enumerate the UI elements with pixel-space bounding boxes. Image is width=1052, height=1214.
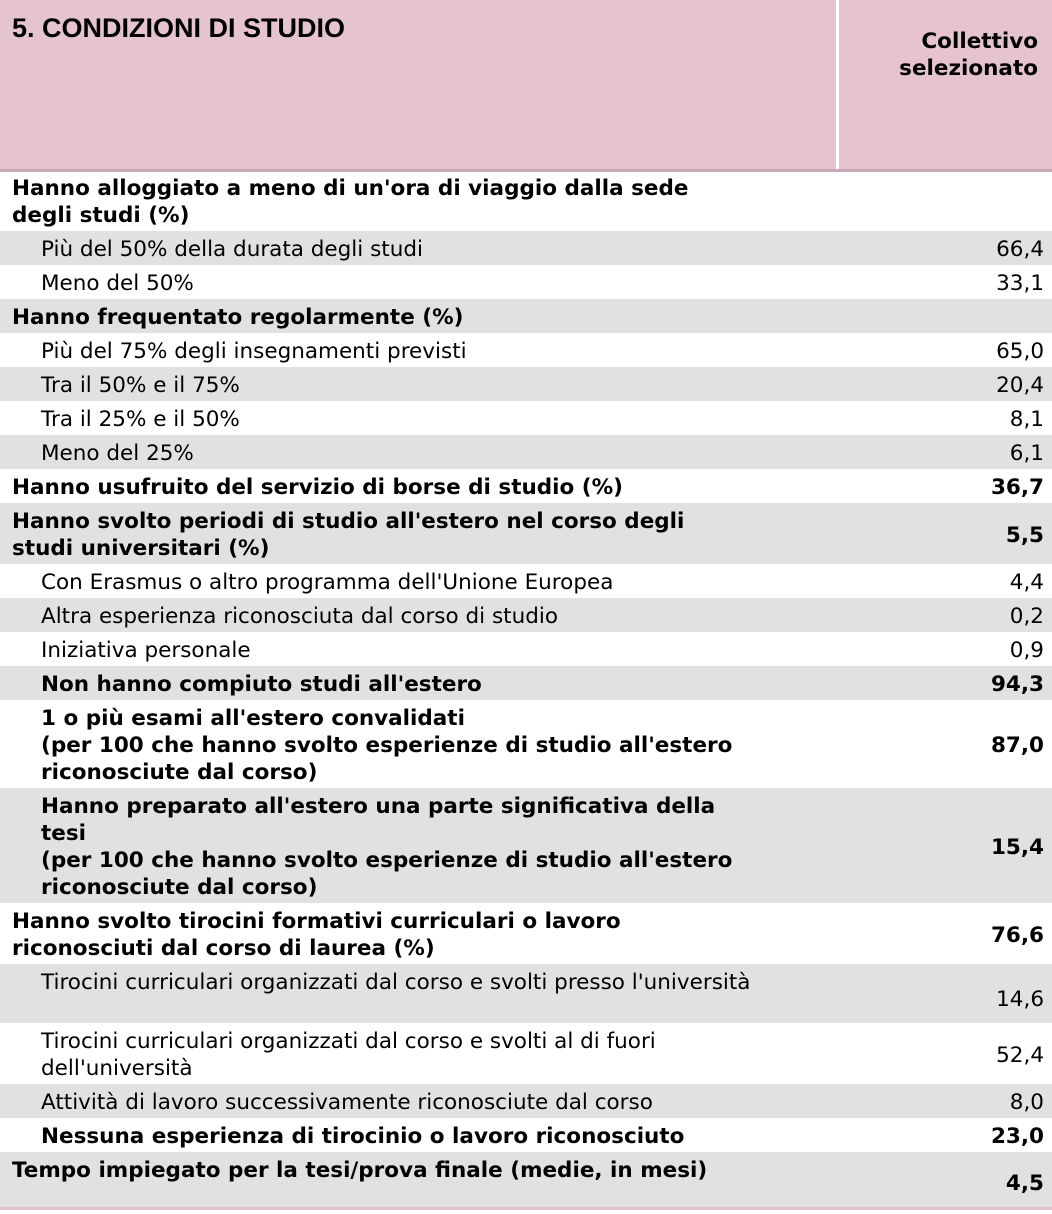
row-label: [0, 1085, 837, 1119]
row-label-line: Più del 50% della durata degli studi: [41, 237, 423, 262]
row-label-line: riconosciute dal corso): [41, 875, 318, 900]
row-value: 5,5: [837, 504, 1052, 565]
row-label: [0, 965, 837, 1024]
row-value: 4,5: [837, 1153, 1052, 1209]
row-label-line: Tirocini curriculari organizzati dal corso e svolti presso l'università: [41, 970, 751, 995]
row-value: 14,6: [837, 965, 1052, 1024]
row-label-line: Più del 75% degli insegnamenti previsti: [41, 339, 467, 364]
row-value: 0,9: [837, 633, 1052, 667]
row-value: 8,0: [837, 1085, 1052, 1119]
table-row: [0, 904, 1052, 965]
table-row: [0, 1024, 1052, 1085]
row-label-line: Hanno frequentato regolarmente (%): [12, 305, 464, 330]
row-value: 87,0: [837, 701, 1052, 789]
table-row: [0, 334, 1052, 368]
row-label: [0, 633, 837, 667]
row-value: 52,4: [837, 1024, 1052, 1085]
row-label: [0, 402, 837, 436]
row-label-line: Non hanno compiuto studi all'estero: [41, 672, 482, 697]
row-label: [0, 1153, 837, 1209]
table-row: [0, 171, 1052, 233]
table-row: [0, 633, 1052, 667]
row-value: 23,0: [837, 1119, 1052, 1153]
section-title: 5. CONDIZIONI DI STUDIO: [0, 0, 837, 171]
row-label: [0, 368, 837, 402]
row-label-line: riconosciuti dal corso di laurea (%): [12, 936, 435, 961]
row-label: [0, 504, 837, 565]
column-header-line: selezionato: [899, 56, 1038, 81]
column-header: [837, 0, 1052, 171]
row-value: 65,0: [837, 334, 1052, 368]
row-value: 33,1: [837, 266, 1052, 300]
row-label-line: Tempo impiegato per la tesi/prova finale (medie, in mesi): [12, 1158, 708, 1183]
row-value: 76,6: [837, 904, 1052, 965]
row-label-line: degli studi (%): [12, 203, 190, 228]
row-value: 6,1: [837, 436, 1052, 470]
row-label: [0, 171, 837, 233]
row-label-line: dell'università: [41, 1056, 193, 1081]
row-label: [0, 701, 837, 789]
row-label-line: Tra il 50% e il 75%: [41, 373, 240, 398]
row-label-line: Nessuna esperienza di tirocinio o lavoro riconosciuto: [41, 1124, 685, 1149]
row-label-line: riconosciute dal corso): [41, 760, 318, 785]
row-label-line: 1 o più esami all'estero convalidati: [41, 706, 465, 731]
row-label-line: tesi: [41, 821, 87, 846]
table-header-row: [0, 0, 1052, 171]
table-row: [0, 470, 1052, 504]
row-label: [0, 266, 837, 300]
row-label: [0, 300, 837, 334]
row-label: [0, 470, 837, 504]
row-label-line: (per 100 che hanno svolto esperienze di studio all'estero: [41, 848, 733, 873]
row-label-line: Tra il 25% e il 50%: [41, 407, 240, 432]
table-body: [0, 171, 1052, 1209]
table-row: [0, 1085, 1052, 1119]
row-label-line: Hanno svolto periodi di studio all'estero nel corso degli: [12, 509, 685, 534]
row-value: 4,4: [837, 565, 1052, 599]
row-value: 15,4: [837, 789, 1052, 904]
table-row: [0, 402, 1052, 436]
table-row: [0, 368, 1052, 402]
row-label-line: Altra esperienza riconosciuta dal corso di studio: [41, 604, 558, 629]
row-label: [0, 789, 837, 904]
row-value: 66,4: [837, 232, 1052, 266]
row-label: [0, 599, 837, 633]
table-row: [0, 300, 1052, 334]
row-label: [0, 667, 837, 701]
table-row: [0, 965, 1052, 1024]
row-label-line: Meno del 25%: [41, 441, 194, 466]
table-row: [0, 1119, 1052, 1153]
row-label-line: Hanno preparato all'estero una parte significativa della: [41, 794, 716, 819]
table-row: [0, 789, 1052, 904]
table-row: [0, 667, 1052, 701]
row-value: [837, 300, 1052, 334]
row-value: 36,7: [837, 470, 1052, 504]
row-value: [837, 171, 1052, 233]
row-label-line: studi universitari (%): [12, 536, 270, 561]
row-label-line: Hanno alloggiato a meno di un'ora di viaggio dalla sede: [12, 176, 689, 201]
table-row: [0, 701, 1052, 789]
column-header-line: Collettivo: [921, 29, 1038, 54]
row-label-line: Meno del 50%: [41, 271, 194, 296]
row-label: [0, 436, 837, 470]
row-label: [0, 904, 837, 965]
row-label-line: Hanno svolto tirocini formativi curriculari o lavoro: [12, 909, 621, 934]
row-label-line: Attività di lavoro successivamente riconosciute dal corso: [41, 1090, 653, 1115]
row-label-line: Tirocini curriculari organizzati dal corso e svolti al di fuori: [41, 1029, 656, 1054]
row-label-line: Iniziativa personale: [41, 638, 251, 663]
row-label: [0, 1024, 837, 1085]
table-row: [0, 436, 1052, 470]
table-row: [0, 565, 1052, 599]
row-label-line: Hanno usufruito del servizio di borse di studio (%): [12, 475, 623, 500]
row-value: 20,4: [837, 368, 1052, 402]
row-label: [0, 232, 837, 266]
table-row: [0, 266, 1052, 300]
row-label: [0, 1119, 837, 1153]
row-label: [0, 334, 837, 368]
table-row: [0, 1153, 1052, 1209]
row-value: 94,3: [837, 667, 1052, 701]
table-row: [0, 599, 1052, 633]
row-label: [0, 565, 837, 599]
row-label-line: (per 100 che hanno svolto esperienze di studio all'estero: [41, 733, 733, 758]
row-label-line: Con Erasmus o altro programma dell'Unione Europea: [41, 570, 614, 595]
row-value: 0,2: [837, 599, 1052, 633]
table-row: [0, 504, 1052, 565]
row-value: 8,1: [837, 402, 1052, 436]
table-row: [0, 232, 1052, 266]
